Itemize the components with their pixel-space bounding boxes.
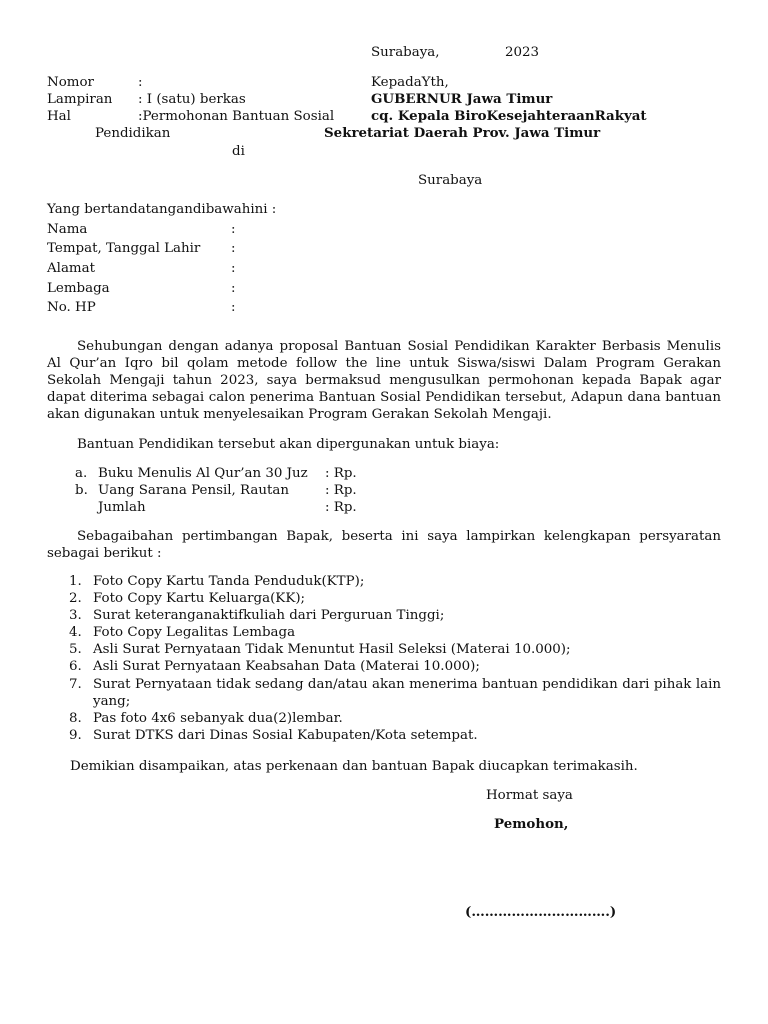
lampiran-label: Lampiran bbox=[47, 92, 113, 107]
recipient-title: GUBERNUR Jawa Timur bbox=[371, 91, 553, 107]
list-number: 2. bbox=[69, 591, 82, 607]
field-colon: : bbox=[231, 222, 236, 237]
hal-continuation: Pendidikan bbox=[95, 126, 171, 141]
nomor-label: Nomor bbox=[47, 75, 94, 90]
lampiran-value: : I (satu) berkas bbox=[138, 92, 246, 107]
letter-city: Surabaya, bbox=[371, 45, 440, 60]
field-label-ttl: Tempat, Tanggal Lahir bbox=[47, 241, 201, 256]
field-label-lembaga: Lembaga bbox=[47, 281, 110, 296]
list-item bbox=[47, 676, 721, 710]
cost-amount: : Rp. bbox=[325, 466, 357, 481]
cost-item: Buku Menulis Al Qur’an 30 Juz bbox=[98, 466, 308, 481]
nomor-value: : bbox=[138, 75, 143, 90]
list-text: Pas foto 4x6 sebanyak dua(2)lembar. bbox=[93, 710, 343, 726]
body-paragraph-2: Bantuan Pendidikan tersebut akan dipergunakan untuk biaya: bbox=[77, 437, 500, 452]
field-colon: : bbox=[231, 261, 236, 276]
letter-year: 2023 bbox=[505, 45, 540, 60]
cost-total-label: Jumlah bbox=[98, 500, 146, 515]
body-paragraph-3 bbox=[47, 528, 721, 562]
recipient-greeting: KepadaYth, bbox=[371, 75, 449, 90]
signature-role: Pemohon, bbox=[494, 816, 569, 832]
list-number: 3. bbox=[69, 608, 82, 624]
hal-value: :Permohonan Bantuan Sosial bbox=[138, 109, 335, 124]
list-item bbox=[47, 727, 721, 744]
body-paragraph-1 bbox=[47, 338, 721, 423]
list-text: Foto Copy Kartu Keluarga(KK); bbox=[93, 591, 306, 607]
cost-marker: b. bbox=[75, 483, 88, 498]
cost-item: Uang Sarana Pensil, Rautan bbox=[98, 483, 290, 498]
list-text: Asli Surat Pernyataan Tidak Menuntut Hasil Seleksi (Materai 10.000); bbox=[93, 642, 571, 658]
list-item bbox=[47, 590, 721, 607]
list-number: 5. bbox=[69, 642, 82, 658]
cost-total-amount: : Rp. bbox=[325, 500, 357, 515]
list-item bbox=[47, 641, 721, 658]
signature-name-placeholder: (………………………….) bbox=[465, 904, 617, 920]
field-colon: : bbox=[231, 300, 236, 315]
list-number: 7. bbox=[69, 676, 82, 692]
list-text: Foto Copy Kartu Tanda Penduduk(KTP); bbox=[93, 574, 365, 589]
list-item bbox=[47, 658, 721, 675]
list-item bbox=[47, 710, 721, 727]
paragraph-text: Sehubungan dengan adanya proposal Bantuan Sosial Pendidikan Karakter Berbasis Menulis Al Qur’an Iqro bil qolam metode follow the line untuk Siswa/siswi Dalam Program Gerakan Sekolah Mengaji tahun 2023, saya bermaksud mengusulkan permohonan kepada Bapak agar dapat diterima sebagai calon penerima Bantuan Sosial Pendidikan tersebut, Adapun dana bantuan akan digunakan untuk menyelesaikan Program Gerakan Sekolah Mengaji. bbox=[47, 339, 721, 422]
recipient-cq: cq. Kepala BiroKesejahteraanRakyat bbox=[371, 108, 647, 124]
field-colon: : bbox=[231, 281, 236, 296]
cost-amount: : Rp. bbox=[325, 483, 357, 498]
recipient-office: Sekretariat Daerah Prov. Jawa Timur bbox=[324, 125, 601, 141]
field-colon: : bbox=[231, 241, 236, 256]
list-item bbox=[47, 607, 721, 624]
field-label-nama: Nama bbox=[47, 222, 88, 237]
recipient-di: di bbox=[232, 144, 245, 159]
closing-text: Demikian disampaikan, atas perkenaan dan bantuan Bapak diucapkan terimakasih. bbox=[70, 759, 638, 774]
hal-label: Hal bbox=[47, 109, 71, 124]
list-number: 6. bbox=[69, 659, 82, 675]
field-label-alamat: Alamat bbox=[47, 261, 95, 276]
paragraph-text: Sebagaibahan pertimbangan Bapak, beserta ini saya lampirkan kelengkapan persyaratan sebagai berikut : bbox=[47, 529, 721, 561]
list-text: Surat keteranganaktifkuliah dari Perguruan Tinggi; bbox=[93, 608, 445, 624]
requirements-list bbox=[47, 573, 721, 744]
list-number: 1. bbox=[69, 574, 82, 589]
list-item bbox=[47, 624, 721, 641]
list-text: Surat Pernyataan tidak sedang dan/atau akan menerima bantuan pendidikan dari pihak lain yang; bbox=[93, 676, 721, 709]
list-item bbox=[47, 573, 721, 590]
list-text: Foto Copy Legalitas Lembaga bbox=[93, 625, 296, 641]
field-label-hp: No. HP bbox=[47, 300, 96, 315]
identity-intro: Yang bertandatangandibawahini : bbox=[47, 202, 277, 217]
cost-marker: a. bbox=[75, 466, 88, 481]
list-number: 4. bbox=[69, 625, 82, 641]
signature-regards: Hormat saya bbox=[486, 788, 573, 803]
list-text: Asli Surat Pernyataan Keabsahan Data (Materai 10.000); bbox=[93, 659, 480, 675]
list-number: 8. bbox=[69, 710, 82, 726]
recipient-city: Surabaya bbox=[418, 173, 483, 188]
list-text: Surat DTKS dari Dinas Sosial Kabupaten/Kota setempat. bbox=[93, 727, 478, 743]
list-number: 9. bbox=[69, 727, 82, 743]
